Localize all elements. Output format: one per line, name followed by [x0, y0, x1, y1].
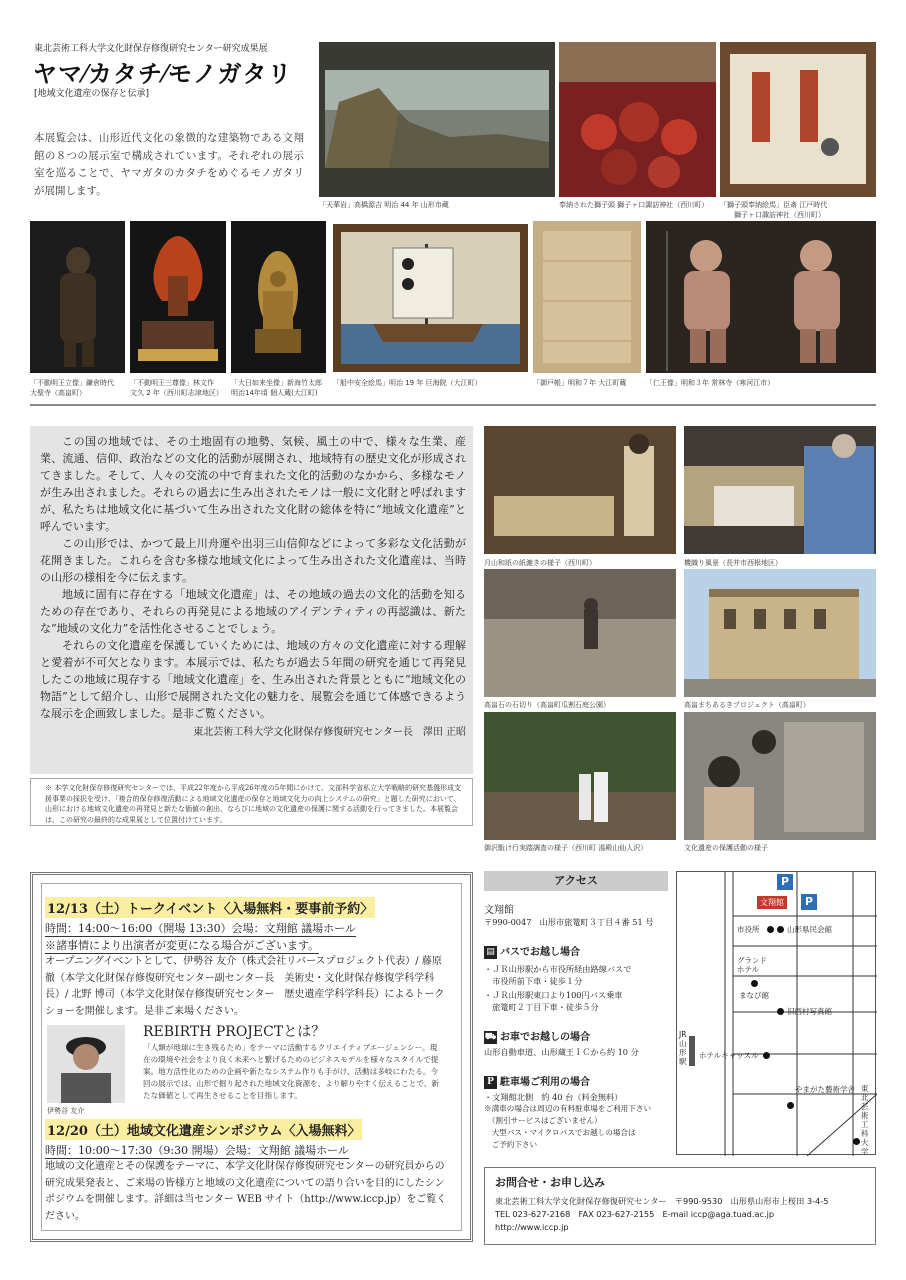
- map-dot: [763, 1052, 770, 1059]
- event2-time: 時間：10:00～17:30（9:30 開場）会場：文翔館 議場ホール: [45, 1144, 349, 1157]
- section-divider: [30, 404, 876, 406]
- caption-weaving: 機織り風景（長井市西根地区）: [684, 559, 782, 567]
- access-title: アクセス: [484, 871, 668, 891]
- essay-paragraph: それらの文化遺産を保護していくためには、地域の方々の文化遺産に対する理解と愛着が不可欠となります。本展示では、私たちが過去５年間の研究を通じて再発見したこの地域に現存する「地域文化遺産」を、生み出された背景とともに“地域文化の物語”として紹介し、山形で展開された文化の魅力を、展覧会を通じて体感できるような展示を企画致しました。是非ご覧ください。: [40, 639, 466, 720]
- parking-heading: [484, 1073, 590, 1089]
- photo-conservation: [684, 712, 876, 840]
- parking-icon: P: [484, 1076, 497, 1089]
- rebirth-title: REBIRTH PROJECTとは？: [143, 1024, 326, 1040]
- map-tuad: 東北芸術工科大学: [861, 1084, 869, 1156]
- contact-heading: お問合せ・お申し込み: [495, 1176, 605, 1189]
- caption-dainichi-2: 明治14年頃 個人蔵(大江町): [231, 389, 318, 397]
- caption-fudo-standing-1: 「不動明王立像」鎌倉時代: [30, 379, 114, 387]
- access-map: [676, 871, 876, 1155]
- research-note: ※ 本学文化財保存修復研究センターでは、平成22年度から平成26年度の5年間にかけて、文部科学省私立大学戦略的研究基盤形成支援事業の採択を受け、「複合的保存修復活動による地域文化遺産の保存と地域文化力の向上システムの研究」と題した研究において、山形における地域文化遺産の再発見と新たな価値の創出、ならびに地域の文化遺産の保護に関する活動を行ってきました。本展覧会は、この研究の最終的な成果展として位置付けています。: [30, 778, 473, 826]
- caption-shishigashira: 奉納された獅子頭 獅子ヶ口諏訪神社（西川町）: [559, 201, 709, 209]
- venue-address: 〒990-0047 山形市旅篭町３丁目４番 51 号: [484, 917, 654, 927]
- map-jr-station: JR山形駅: [679, 1030, 687, 1066]
- bus-line-2: 市役所前下車・徒歩１分: [484, 976, 583, 986]
- contact-url[interactable]: http://www.iccp.jp: [495, 1222, 569, 1232]
- exhibition-subtitle: 東北芸術工科大学文化財保存修復研究センター研究成果展: [34, 44, 268, 54]
- photo-stone-cutting: [484, 569, 676, 697]
- car-heading: [484, 1028, 590, 1044]
- essay-text: [40, 433, 466, 741]
- exhibition-theme: [地域文化遺産の保存と伝承]: [34, 89, 150, 99]
- parking-line-4: 大型バス・マイクロバスでお越しの場合は: [484, 1128, 636, 1137]
- caption-ema-1: 「獅子頭奉納絵馬」臣斎 江戸時代: [720, 201, 828, 209]
- caption-fudo-triad-1: 「不動明王三尊像」林文作: [130, 379, 214, 387]
- contact-box: [484, 1167, 876, 1245]
- photo-shishigashira: [559, 42, 716, 197]
- caption-washi: 月山和紙の紙漉きの様子（西川町）: [484, 559, 596, 567]
- event1-time: 時間：14:00～16:00（開場 13:30）会場：文翔館 議場ホール: [45, 922, 356, 935]
- event1-description: オープニングイベントとして、伊勢谷 友介（株式会社リバースプロジェクト代表）/ 藤原 徹（本学文化財保存修復研究センター副センター長 美術史・文化財保存修復学科学科長）/ 北野 博司（本学文化財保存修復研究センター 歴史遺産学科学科長）によるトークショーを開催します。是非ご来場ください。: [45, 956, 445, 1017]
- map-grand-1: グランド: [737, 956, 767, 965]
- photo-fudo-triad: [130, 221, 226, 373]
- event1-warning: ※諸事情により出演者が変更になる場合がございます。: [45, 939, 320, 952]
- caption-niou: 「仁王像」明和３年 常林寺（寒河江市）: [646, 379, 775, 387]
- parking-marker-1: P: [777, 874, 793, 890]
- caption-ship-ema: 「船中安全絵馬」明治 19 年 巨海院（大江町）: [333, 379, 482, 387]
- photo-niou: [646, 221, 876, 373]
- map-dot: [787, 1102, 794, 1109]
- car-icon: ⛟: [484, 1032, 497, 1042]
- caption-dainichi-1: 「大日如来坐像」新海竹太郎: [231, 379, 322, 387]
- contact-line-1: 東北芸術工科大学文化財保存修復研究センター 〒990-9530 山形県山形市上桜田 3-4-5: [495, 1196, 829, 1206]
- venue-name: 文翔館: [484, 905, 514, 916]
- parking-line-3: （割引サービスはございません）: [484, 1116, 602, 1125]
- exhibition-title: ヤマ⁄カタチ⁄モノガタリ: [33, 59, 293, 88]
- event2-heading: 12/20（土）地域文化遺産シンポジウム〈入場無料〉: [45, 1119, 362, 1140]
- photo-ship-ema: [333, 224, 528, 372]
- event1-heading: 12/13（土）トークイベント〈入場無料・要事前予約〉: [45, 897, 375, 918]
- essay-paragraph: この山形では、かつて最上川舟運や出羽三山信仰などによって多彩な文化活動が花開きました。これらを含む多様な地域文化によって生み出された文化遺産は、当時の山形の様相を今に伝えます。: [40, 537, 466, 584]
- car-heading-label: お車でお越しの場合: [500, 1032, 590, 1043]
- photo-fudo-standing: [30, 221, 125, 373]
- caption-fudo-triad-2: 文久 2 年（西川町志津地区）: [130, 389, 223, 397]
- caption-fudo-standing-2: 大聖寺（高畠町）: [30, 389, 86, 397]
- photo-dainichi: [231, 221, 326, 373]
- caption-stone-cutting: 高畠石の石切り（高畠町瓜割石庭公園）: [484, 701, 610, 709]
- photo-machiaruki: [684, 569, 876, 697]
- map-castle: ホテルキャッスル: [699, 1051, 759, 1060]
- rebirth-text: 「人類が地球に生き残るため」をテーマに活動するクリエイティブエージェンシー。現在の環境や社会をより良く未来へと繋げるためのビジネスモデルを様々なスタイルで提案。地方活性化のための企画や新たなシステム作りも手がけ、活動は多岐にわたる。今回の展示では、山形で掘り起された地域文化資源を、より解りやすく伝えることで、新たな価値として再生させることを目指します。: [143, 1043, 439, 1100]
- caption-tenkagan: 「天華岩」高橋源吉 明治 44 年 山形市蔵: [319, 201, 449, 209]
- caption-conservation: 文化遺産の保護活動の様子: [684, 844, 768, 852]
- map-yamagata-art: やまがた藝術学舎: [795, 1085, 855, 1094]
- map-dot: [751, 980, 758, 987]
- access-section: [484, 871, 668, 1149]
- map-dot: [777, 1008, 784, 1015]
- bus-line-3: ・ＪＲ山形駅東口より100円バス乗車: [484, 990, 623, 1000]
- map-manabi: まなび館: [739, 991, 769, 1000]
- map-bunshokan: 文翔館: [757, 896, 787, 909]
- portrait-photo: [47, 1025, 125, 1103]
- map-dot: [777, 926, 784, 933]
- intro-text: 本展覧会は、山形近代文化の象徴的な建築物である文翔館の８つの展示室で構成されています。それぞれの展示室を巡ることで、ヤマガタのカタチをめぐるモノガタリが展開します。: [34, 132, 304, 197]
- essay-paragraph: この国の地域では、その土地固有の地勢、気候、風土の中で、様々な生業、産業、流通、信仰、政治などの文化的活動が展開され、地域特有の歴史文化が形成されてきました。そして、人々の交流の中で育まれた文化的活動のなかから、多様なモノが生み出されました。それらの過去に生み出されたモノは一般に文化財と呼ばれますが、私たちは地域文化に基づいて生み出された文化財の総体を特に“地域文化遺産”と呼んでいます。: [40, 435, 466, 533]
- map-dot: [853, 1138, 860, 1145]
- car-text: 山形自動車道、山形蔵王ＩＣから約 10 分: [484, 1047, 639, 1057]
- event-box: [30, 872, 473, 1242]
- photo-washi: [484, 426, 676, 554]
- caption-osawagake: 御沢駈け行実踏調査の様子（西川町 湯殿山仙人沢）: [484, 844, 648, 852]
- bus-line-4: 旅篭町２丁目下車・徒歩５分: [484, 1002, 599, 1012]
- event2-description: 地域の文化遺産とその保護をテーマに、本学文化財保存修復研究センターの研究員からの研究成果発表と、ご来場の皆様方と地域の文化遺産についての語り合いを目的にしたシンポジウムを開催します。詳細は当センター WEB サイト（http://www.iccp.jp）をご覧ください。: [45, 1161, 447, 1222]
- parking-line-5: ご予約下さい: [484, 1140, 538, 1149]
- photo-weaving: [684, 426, 876, 554]
- parking-heading-label: 駐車場ご利用の場合: [500, 1077, 590, 1088]
- photo-painting-tenkagan: [319, 42, 555, 197]
- parking-marker-2: P: [801, 894, 817, 910]
- map-kenmin: 山形県民会館: [787, 925, 832, 934]
- bus-heading-label: バスでお越し場合: [500, 947, 580, 958]
- essay-paragraph: 地域に固有に存在する「地域文化遺産」は、その地域の過去の文化的活動を知るための存在であり、それらの再発見による地域のアイデンティティの再認識は、新たな“地域の文化力”を活性化させることでしょう。: [40, 588, 466, 635]
- contact-line-2: TEL 023-627-2168 FAX 023-627-2155 E-mail iccp@aga.tuad.ac.jp: [495, 1209, 775, 1219]
- map-dot: [767, 926, 774, 933]
- map-shiyakusho: 市役所: [737, 925, 760, 934]
- map-kyunishimura: 旧西村写真館: [787, 1007, 832, 1016]
- bus-line-1: ・ＪＲ山形駅から市役所経由路線バスで: [484, 964, 632, 974]
- bus-heading: [484, 943, 580, 959]
- bus-icon: ▤: [484, 946, 497, 959]
- caption-machiaruki: 高畠まちあるきプロジェクト（高畠町）: [684, 701, 810, 709]
- photo-mitobari: [533, 221, 641, 373]
- portrait-name: 伊勢谷 友介: [47, 1107, 85, 1115]
- caption-ema-2: 獅子ヶ口諏訪神社（西川町）: [734, 211, 825, 219]
- parking-line-1: ・文翔館北側 約 40 台（料金無料）: [484, 1092, 623, 1102]
- parking-line-2: ※満車の場合は周辺の有料駐車場をご利用下さい: [484, 1104, 652, 1113]
- map-grand-2: ホテル: [737, 965, 760, 974]
- photo-osawagake: [484, 712, 676, 840]
- photo-ema: [720, 42, 876, 197]
- essay-signature: 東北芸術工科大学文化財保存修復研究センター長 澤田 正昭: [193, 727, 466, 738]
- caption-mitobari: 「御戸帳」明和７年 大江町蔵: [533, 379, 627, 387]
